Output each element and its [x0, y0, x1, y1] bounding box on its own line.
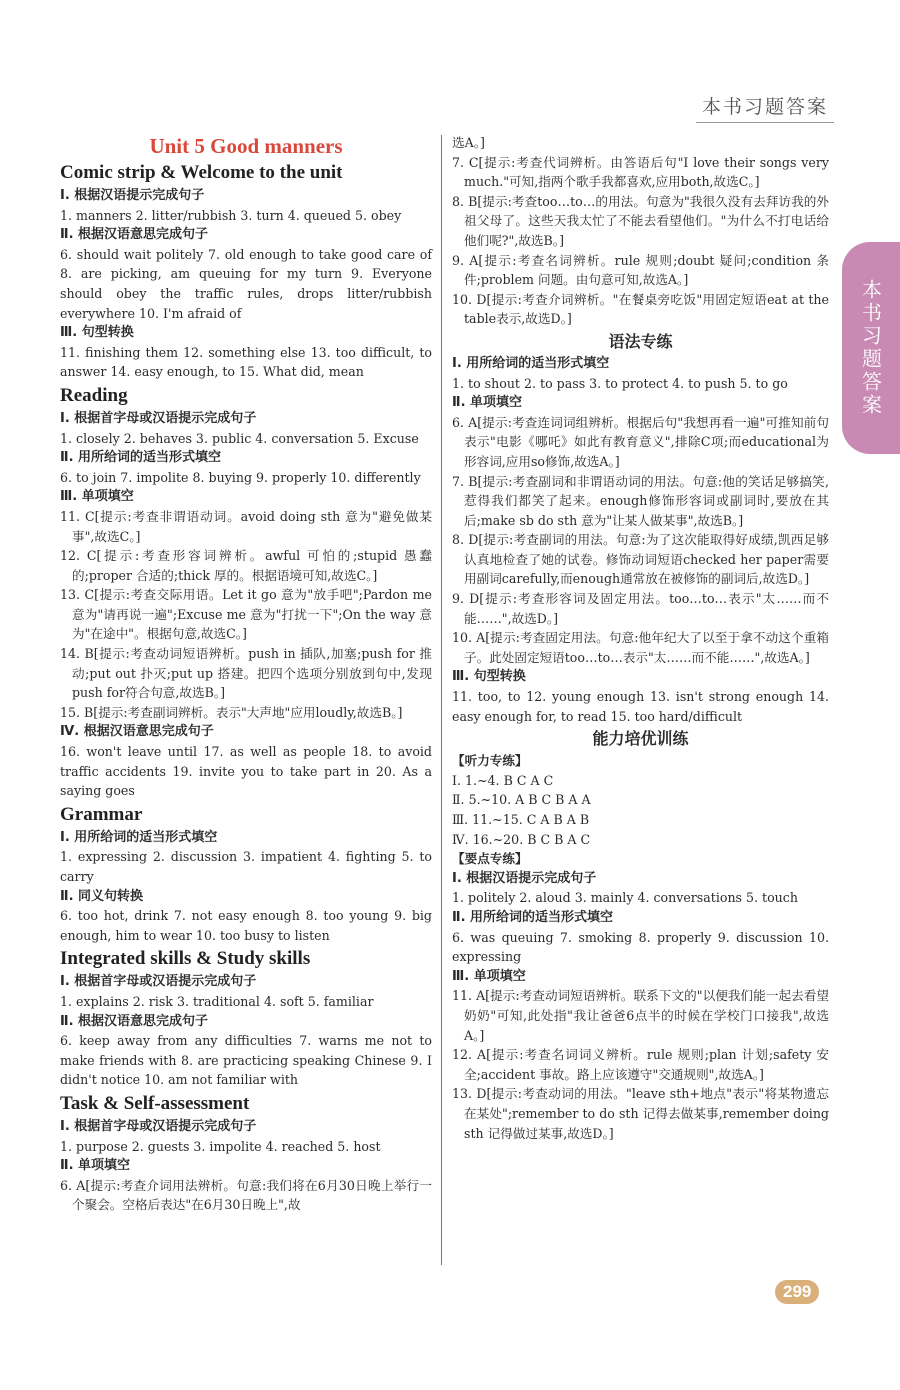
exercise-title: Ⅰ. 用所给词的适当形式填空: [60, 829, 218, 845]
exercise-title: Ⅱ. 根据汉语意思完成句子: [60, 1013, 209, 1029]
page-number: 299: [775, 1280, 819, 1304]
answer-line: 11. finishing them 12. something else 13. too difficult, to answer 14. easy enough, to 15. What did, mean: [60, 344, 432, 380]
exercise-title: Ⅱ. 单项填空: [452, 395, 523, 411]
exercise-title: Ⅱ. 同义句转换: [60, 888, 144, 904]
answer-explanation: 11. C[提示:考查非谓语动词。avoid doing sth 意为"避免做某事",故选C。]: [60, 508, 432, 544]
answer-explanation: 6. A[提示:考查连词词组辨析。根据后句"我想再看一遍"可推知前句表示"电影《哪吒》如此有教育意义",排除C项;而educational为形容词,应用so修饰,故选A。]: [452, 414, 829, 469]
answer-explanation: 15. B[提示:考查副词辨析。表示"大声地"应用loudly,故选B。]: [60, 704, 403, 720]
answer-line: 6. was queuing 7. smoking 8. properly 9. discussion 10. expressing: [452, 929, 829, 965]
answer-explanation: 14. B[提示:考查动词短语辨析。push in 插队,加塞;push for 推动;put out 扑灭;put up 搭建。把四个选项分别放到句中,发现push for符合句意,故选B。]: [60, 646, 432, 701]
section-title: 语法专练: [608, 331, 673, 351]
answer-explanation: 选A。]: [452, 135, 485, 150]
section-title: Comic strip & Welcome to the unit: [60, 162, 343, 183]
answer-line: 6. should wait politely 7. old enough to take good care of 8. are picking, am queuing for my turn 9. Everyone should obey the traffic rules, drops litter/rubbish everywhere 10. I'm afraid of: [60, 246, 432, 321]
answer-explanation: 7. B[提示:考查副词和非谓语动词的用法。句意:他的笑话足够搞笑,惹得我们都笑了起来。enough修饰形容词或副词时,要放在其后;make sb do sth 意为"让某人做某事",故选B。]: [452, 473, 829, 528]
exercise-title: Ⅱ. 用所给词的适当形式填空: [60, 450, 222, 466]
side-tab-label: 本书习题答案: [858, 279, 883, 417]
exercise-title: Ⅱ. 用所给词的适当形式填空: [452, 909, 614, 925]
answer-line: 1. closely 2. behaves 3. public 4. conversation 5. Excuse: [60, 430, 419, 446]
answer-explanation: 13. D[提示:考查动词的用法。"leave sth+地点"表示"将某物遗忘在某处";remember to do sth 记得去做某事,remember doing sth 记得做过某事,故选D。]: [452, 1086, 829, 1141]
answer-explanation: 10. A[提示:考查固定用法。句意:他年纪大了以至于拿不动这个重箱子。此处固定短语too…to…表示"太……而不能……",故选A。]: [452, 630, 829, 665]
exercise-title: Ⅰ. 根据汉语提示完成句子: [60, 188, 205, 203]
exercise-title: Ⅲ. 单项填空: [452, 968, 526, 984]
exercise-title: Ⅱ. 根据汉语意思完成句子: [60, 227, 209, 243]
section-title: 能力培优训练: [592, 729, 689, 749]
answer-line: Ⅰ. 1.~4. B C A C: [452, 772, 554, 788]
section-label: 【听力专练】: [452, 753, 528, 769]
answer-line: Ⅱ. 5.~10. A B C B A A: [452, 792, 591, 808]
header-title: 本书习题答案: [702, 92, 828, 119]
answer-line: 1. purpose 2. guests 3. impolite 4. reached 5. host: [60, 1138, 381, 1154]
answer-explanation: 7. C[提示:考查代词辨析。由答语后句"I love their songs very much."可知,指两个歌手我都喜欢,应用both,故选C。]: [452, 154, 829, 190]
section-title: Task & Self-assessment: [60, 1092, 250, 1114]
section-title: Integrated skills & Study skills: [60, 948, 311, 970]
answer-line: 1. politely 2. aloud 3. mainly 4. conversations 5. touch: [452, 890, 798, 906]
answer-line: 16. won't leave until 17. as well as people 18. to avoid traffic accidents 19. invite you to take part in 20. As a saying goes: [60, 744, 432, 799]
answer-line: 1. to shout 2. to pass 3. to protect 4. to push 5. to go: [452, 375, 788, 391]
column-divider: [441, 135, 442, 1265]
section-title: Reading: [60, 384, 128, 406]
answer-explanation: 10. D[提示:考查介词辨析。"在餐桌旁吃饭"用固定短语eat at the table表示,故选D。]: [452, 291, 829, 327]
answer-explanation: 12. A[提示:考查名词词义辨析。rule 规则;plan 计划;safety 安全;accident 事故。路上应该遵守"交通规则",故选A。]: [452, 1047, 829, 1082]
section-title: Grammar: [60, 803, 143, 825]
answer-explanation: 6. A[提示:考查介词用法辨析。句意:我们将在6月30日晚上举行一个聚会。空格后表达"在6月30日晚上",故: [60, 1177, 432, 1213]
answer-line: 6. to join 7. impolite 8. buying 9. properly 10. differently: [60, 469, 421, 485]
exercise-title: Ⅱ. 单项填空: [60, 1158, 131, 1174]
exercise-title: Ⅲ. 单项填空: [60, 489, 134, 505]
answer-explanation: 9. D[提示:考查形容词及固定用法。too…to…表示"太……而不能……",故选D。]: [452, 591, 829, 626]
answer-line: 1. explains 2. risk 3. traditional 4. soft 5. familiar: [60, 993, 374, 1009]
exercise-title: Ⅳ. 根据汉语意思完成句子: [60, 724, 214, 740]
exercise-title: Ⅰ. 根据首字母或汉语提示完成句子: [60, 1118, 257, 1134]
answer-explanation: 9. A[提示:考查名词辨析。rule 规则;doubt 疑问;condition 条件;problem 问题。由句意可知,故选A。]: [452, 252, 829, 288]
answer-explanation: 11. A[提示:考查动词短语辨析。联系下文的"以便我们能一起去看望奶奶"可知,此处指"我让爸爸6点半的时候在学校门口接我",故选A。]: [452, 988, 829, 1043]
answer-line: 11. too, to 12. young enough 13. isn't strong enough 14. easy enough for, to read 15. too hard/difficult: [452, 689, 829, 724]
exercise-title: Ⅲ. 句型转换: [60, 325, 134, 341]
exercise-title: Ⅲ. 句型转换: [452, 669, 526, 685]
answer-line: Ⅳ. 16.~20. B C B A C: [452, 831, 591, 847]
answer-explanation: 8. D[提示:考查副词的用法。句意:为了这次能取得好成绩,凯西足够认真地检查了她的试卷。修饰动词短语checked her paper需要用副词carefully,而enough通常放在被修饰的副词后,故选D。]: [452, 532, 829, 587]
section-label: 【要点专练】: [452, 851, 528, 867]
right-column: [452, 133, 829, 1143]
answer-line: 1. expressing 2. discussion 3. impatient 4. fighting 5. to carry: [60, 849, 432, 884]
unit-title: Unit 5 Good manners: [149, 134, 343, 158]
side-tab: [842, 242, 900, 454]
answer-line: 1. manners 2. litter/rubbish 3. turn 4. queued 5. obey: [60, 207, 402, 223]
answer-explanation: 12. C[提示:考查形容词辨析。awful 可怕的;stupid 愚蠢的;proper 合适的;thick 厚的。根据语境可知,故选C。]: [60, 548, 432, 583]
exercise-title: Ⅰ. 根据首字母或汉语提示完成句子: [60, 974, 257, 990]
exercise-title: Ⅰ. 根据汉语提示完成句子: [452, 870, 597, 886]
answer-line: 6. keep away from any difficulties 7. warns me not to make friends with 8. are practicing speaking Chinese 9. I didn't notice 10. am not familiar with: [60, 1033, 432, 1088]
answer-line: 6. too hot, drink 7. not easy enough 8. too young 9. big enough, him to wear 10. too busy to listen: [60, 908, 432, 943]
answer-explanation: 8. B[提示:考查too…to…的用法。句意为"我很久没有去拜访我的外祖父母了。这些天我太忙了不能去看望他们。"为什么不打电话给他们呢?",故选B。]: [452, 193, 829, 248]
exercise-title: Ⅰ. 用所给词的适当形式填空: [452, 355, 610, 371]
left-column: [60, 133, 432, 1215]
exercise-title: Ⅰ. 根据首字母或汉语提示完成句子: [60, 410, 257, 426]
answer-line: Ⅲ. 11.~15. C A B A B: [452, 812, 590, 827]
answer-explanation: 13. C[提示:考查交际用语。Let it go 意为"放手吧";Pardon me 意为"请再说一遍";Excuse me 意为"打扰一下";On the way 意为"在途中"。根据句意,故选C。]: [60, 587, 432, 642]
